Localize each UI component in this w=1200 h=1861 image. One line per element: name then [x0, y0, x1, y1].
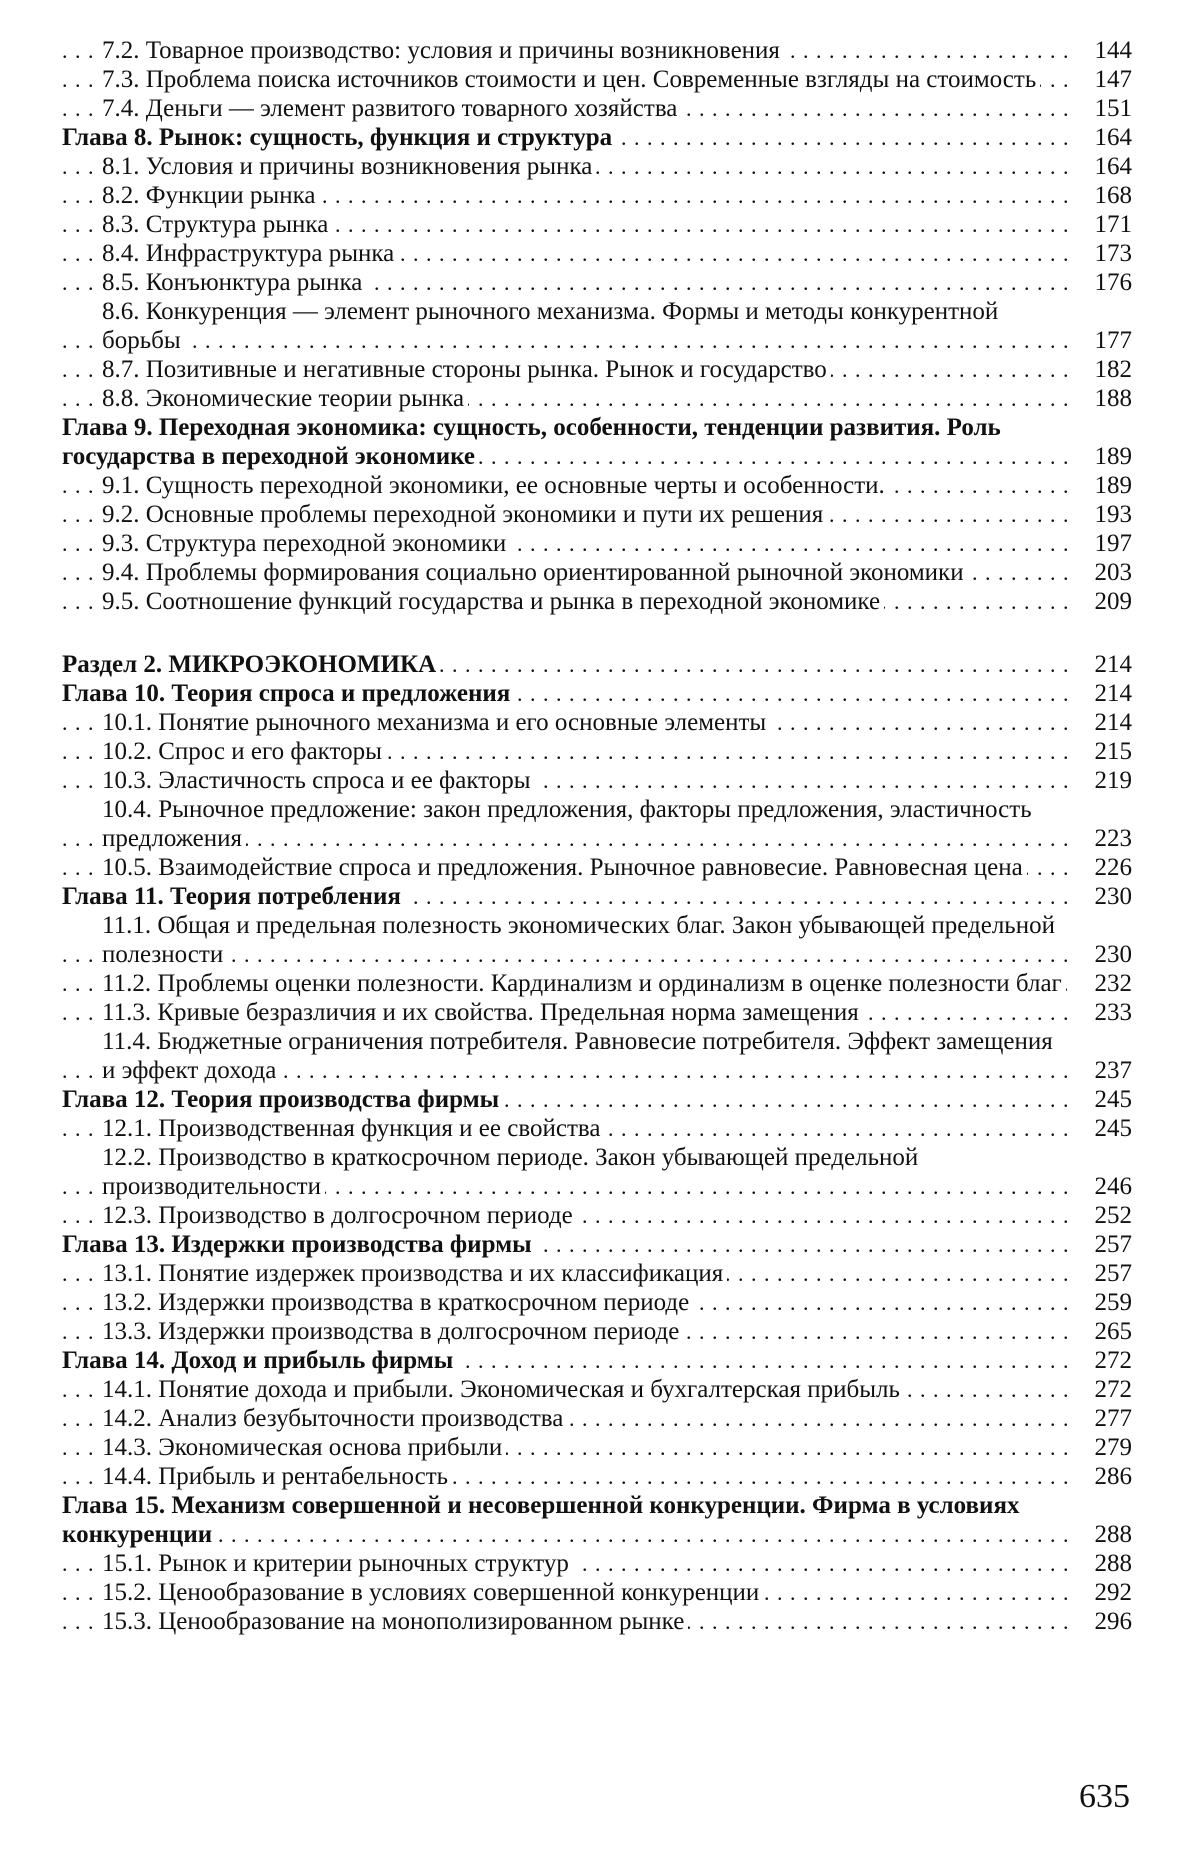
toc-entry-title: [62, 911, 1068, 969]
toc-entry-page: 219: [1068, 766, 1132, 795]
toc-entry-title-text: 8.3. Структура рынка: [102, 211, 332, 238]
toc-entry-title-text: 8.5. Конъюнктура рынка: [102, 269, 366, 296]
toc-entry-page: 171: [1068, 210, 1132, 239]
toc-entry-page: 279: [1068, 1433, 1132, 1462]
toc-entry-title: [62, 268, 1068, 297]
toc-entry-title: [62, 297, 1068, 355]
toc-entry-page: 232: [1068, 969, 1132, 998]
toc-entry-title: [62, 1375, 1068, 1404]
toc-subsection-entry: [62, 181, 1132, 210]
toc-entry-page: 272: [1068, 1375, 1132, 1404]
toc-entry-page: 144: [1068, 36, 1132, 65]
toc-entry-title-text: 10.5. Взаимодействие спроса и предложения. Рыночное равновесие. Равновесная цена: [102, 854, 1027, 881]
toc-subsection-entry: [62, 766, 1132, 795]
toc-entry-title-text: 10.1. Понятие рыночного механизма и его основные элементы: [102, 709, 770, 736]
toc-entry-title-text: Глава 10. Теория спроса и предложения: [62, 680, 514, 707]
toc-entry-title-text: 8.8. Экономические теории рынка: [102, 385, 468, 412]
toc-entry-title: [62, 355, 1068, 384]
toc-entry-title-text: 14.3. Экономическая основа прибыли: [102, 1434, 506, 1461]
toc-entry-title-text: 9.3. Структура переходной экономики: [102, 530, 510, 557]
toc-chapter-entry: [62, 1346, 1132, 1375]
toc-entry-title: [62, 558, 1068, 587]
toc-section-entry: [62, 650, 1132, 679]
toc-entry-page: 197: [1068, 529, 1132, 558]
toc-entry-title: [62, 1114, 1068, 1143]
toc-subsection-entry: [62, 36, 1132, 65]
toc-entry-title-text: 10.3. Эластичность спроса и ее факторы: [102, 767, 535, 794]
toc-entry-title-text: Глава 14. Доход и прибыль фирмы: [62, 1347, 457, 1374]
toc-entry-page: 292: [1068, 1578, 1132, 1607]
toc-entry-page: 233: [1068, 998, 1132, 1027]
toc-entry-page: 214: [1068, 679, 1132, 708]
toc-entry-title: [62, 882, 1068, 911]
toc-entry-title: [62, 1607, 1068, 1636]
toc-entry-title: [62, 998, 1068, 1027]
toc-entry-page: 168: [1068, 181, 1132, 210]
toc-subsection-entry: [62, 268, 1132, 297]
toc-entry-title: [62, 650, 1068, 679]
toc-subsection-entry: [62, 1549, 1132, 1578]
toc-entry-page: 215: [1068, 737, 1132, 766]
toc-entry-title-text: 10.4. Рыночное предложение: закон предложения, факторы предложения, эластичность предложения: [102, 796, 1032, 852]
toc-subsection-entry: [62, 795, 1132, 853]
toc-subsection-entry: [62, 384, 1132, 413]
toc-entry-page: 214: [1068, 650, 1132, 679]
toc-entry-title: [62, 1085, 1068, 1114]
toc-entry-title-text: 12.3. Производство в долгосрочном периоде: [102, 1202, 577, 1229]
toc-entry-title-text: 14.2. Анализ безубыточности производства: [102, 1405, 567, 1432]
toc-entry-title-text: Глава 13. Издержки производства фирмы: [62, 1231, 536, 1258]
toc-entry-title-text: 14.1. Понятие дохода и прибыли. Экономическая и бухгалтерская прибыль: [102, 1376, 904, 1403]
toc-entry-title: [62, 1027, 1068, 1085]
toc-entry-title-text: 13.1. Понятие издержек производства и их классификация: [102, 1260, 727, 1287]
toc-entry-title-text: Раздел 2. МИКРОЭКОНОМИКА: [62, 651, 440, 678]
toc-chapter-entry: [62, 679, 1132, 708]
toc-entry-page: 189: [1068, 471, 1132, 500]
toc-entry-title: [62, 708, 1068, 737]
toc-subsection-entry: [62, 1578, 1132, 1607]
toc-entry-page: 245: [1068, 1114, 1132, 1143]
toc-entry-title-text: 12.2. Производство в краткосрочном периоде. Закон убывающей предельной производительности: [102, 1144, 919, 1200]
toc-subsection-entry: [62, 210, 1132, 239]
toc-entry-page: 237: [1068, 1056, 1132, 1085]
toc-subsection-entry: [62, 471, 1132, 500]
toc-entry-title-text: Глава 8. Рынок: сущность, функция и структура: [62, 124, 616, 151]
toc-entry-page: 164: [1068, 123, 1132, 152]
toc-entry-title: [62, 1317, 1068, 1346]
toc-entry-page: 286: [1068, 1462, 1132, 1491]
toc-chapter-entry: [62, 413, 1132, 471]
toc-subsection-entry: [62, 558, 1132, 587]
toc-entry-title-text: 11.1. Общая и предельная полезность экономических благ. Закон убывающей предельной полезности: [102, 912, 1055, 968]
toc-entry-title: [62, 181, 1068, 210]
toc-subsection-entry: [62, 911, 1132, 969]
toc-entry-title: [62, 1578, 1068, 1607]
toc-entry-title: [62, 1201, 1068, 1230]
toc-entry-page: 203: [1068, 558, 1132, 587]
toc-entry-title: [62, 1230, 1068, 1259]
toc-entry-title: [62, 1491, 1068, 1549]
toc-entry-page: 259: [1068, 1288, 1132, 1317]
toc-subsection-entry: [62, 969, 1132, 998]
toc-entry-title-text: 11.2. Проблемы оценки полезности. Кардинализм и ординализм в оценке полезности благ: [102, 970, 1066, 997]
table-of-contents: [62, 36, 1132, 1636]
toc-subsection-entry: [62, 737, 1132, 766]
toc-entry-title-text: 9.1. Сущность переходной экономики, ее основные черты и особенности.: [102, 472, 889, 499]
toc-entry-title: [62, 795, 1068, 853]
toc-entry-page: 245: [1068, 1085, 1132, 1114]
toc-subsection-entry: [62, 1201, 1132, 1230]
toc-subsection-entry: [62, 152, 1132, 181]
toc-subsection-entry: [62, 94, 1132, 123]
toc-entry-title: [62, 853, 1068, 882]
toc-entry-title-text: 11.4. Бюджетные ограничения потребителя. Равновесие потребителя. Эффект замещения и эффект дохода: [102, 1028, 1053, 1084]
toc-subsection-entry: [62, 239, 1132, 268]
toc-entry-title: [62, 413, 1068, 471]
toc-entry-page: 188: [1068, 384, 1132, 413]
toc-entry-page: 230: [1068, 940, 1132, 969]
toc-chapter-entry: [62, 1230, 1132, 1259]
toc-entry-title: [62, 1404, 1068, 1433]
toc-entry-title: [62, 384, 1068, 413]
toc-subsection-entry: [62, 1027, 1132, 1085]
toc-entry-page: 223: [1068, 824, 1132, 853]
toc-entry-title-text: 8.7. Позитивные и негативные стороны рынка. Рынок и государство: [102, 356, 831, 383]
toc-entry-page: 176: [1068, 268, 1132, 297]
toc-entry-page: 257: [1068, 1230, 1132, 1259]
toc-entry-page: 193: [1068, 500, 1132, 529]
toc-entry-title-text: 13.2. Издержки производства в краткосрочном периоде: [102, 1289, 693, 1316]
toc-subsection-entry: [62, 708, 1132, 737]
toc-entry-page: 230: [1068, 882, 1132, 911]
toc-entry-title-text: 15.2. Ценообразование в условиях совершенной конкуренции: [102, 1579, 763, 1606]
toc-chapter-entry: [62, 123, 1132, 152]
toc-entry-title-text: 13.3. Издержки производства в долгосрочном периоде: [102, 1318, 683, 1345]
toc-entry-title-text: 9.2. Основные проблемы переходной экономики и пути их решения: [102, 501, 827, 528]
toc-entry-title-text: 14.4. Прибыль и рентабельность: [102, 1463, 452, 1490]
toc-entry-title: [62, 36, 1068, 65]
toc-entry-title: [62, 239, 1068, 268]
toc-subsection-entry: [62, 1375, 1132, 1404]
toc-entry-page: 288: [1068, 1520, 1132, 1549]
toc-entry-page: 214: [1068, 708, 1132, 737]
toc-subsection-entry: [62, 1288, 1132, 1317]
toc-entry-page: 226: [1068, 853, 1132, 882]
toc-entry-title-text: Глава 12. Теория производства фирмы: [62, 1086, 503, 1113]
toc-subsection-entry: [62, 529, 1132, 558]
toc-entry-title: [62, 969, 1068, 998]
toc-entry-title: [62, 152, 1068, 181]
toc-subsection-entry: [62, 1259, 1132, 1288]
toc-subsection-entry: [62, 355, 1132, 384]
toc-entry-title: [62, 500, 1068, 529]
toc-entry-title: [62, 679, 1068, 708]
toc-entry-title-text: Глава 9. Переходная экономика: сущность, особенности, тенденции развития. Роль государства в переходной экономике: [62, 414, 1001, 470]
toc-entry-title: [62, 587, 1068, 616]
toc-entry-title-text: 10.2. Спрос и его факторы: [102, 738, 386, 765]
toc-entry-title-text: 7.4. Деньги — элемент развитого товарного хозяйства: [102, 95, 681, 122]
toc-entry-title: [62, 1462, 1068, 1491]
toc-entry-title: [62, 1259, 1068, 1288]
toc-entry-title: [62, 65, 1068, 94]
toc-chapter-entry: [62, 882, 1132, 911]
toc-entry-title-text: 9.5. Соотношение функций государства и рынка в переходной экономике: [102, 588, 884, 615]
toc-entry-title-text: 8.6. Конкуренция — элемент рыночного механизма. Формы и методы конкурентной борьбы: [102, 298, 999, 354]
toc-subsection-entry: [62, 65, 1132, 94]
toc-entry-title: [62, 1288, 1068, 1317]
toc-entry-title-text: 11.3. Кривые безразличия и их свойства. Предельная норма замещения: [102, 999, 863, 1026]
toc-subsection-entry: [62, 853, 1132, 882]
toc-entry-title-text: 15.1. Рынок и критерии рыночных структур: [102, 1550, 573, 1577]
toc-entry-title: [62, 210, 1068, 239]
toc-entry-title: [62, 471, 1068, 500]
toc-entry-title: [62, 1549, 1068, 1578]
toc-subsection-entry: [62, 998, 1132, 1027]
toc-entry-page: 164: [1068, 152, 1132, 181]
toc-entry-page: 182: [1068, 355, 1132, 384]
toc-entry-page: 272: [1068, 1346, 1132, 1375]
toc-entry-title-text: 7.3. Проблема поиска источников стоимости и цен. Современные взгляды на стоимость: [102, 66, 1040, 93]
page-number: 635: [1079, 1778, 1130, 1815]
toc-entry-title-text: 7.2. Товарное производство: условия и причины возникновения: [102, 37, 784, 64]
toc-entry-page: 177: [1068, 326, 1132, 355]
toc-subsection-entry: [62, 1404, 1132, 1433]
toc-subsection-entry: [62, 1433, 1132, 1462]
section-gap: [62, 616, 1132, 650]
toc-chapter-entry: [62, 1491, 1132, 1549]
toc-subsection-entry: [62, 1462, 1132, 1491]
toc-subsection-entry: [62, 1143, 1132, 1201]
toc-entry-page: 209: [1068, 587, 1132, 616]
toc-entry-title-text: 8.2. Функции рынка: [102, 182, 319, 209]
toc-entry-page: 265: [1068, 1317, 1132, 1346]
toc-entry-title-text: 12.1. Производственная функция и ее свойства: [102, 1115, 604, 1142]
toc-entry-title-text: 8.1. Условия и причины возникновения рынка: [102, 153, 596, 180]
toc-subsection-entry: [62, 297, 1132, 355]
toc-entry-page: 246: [1068, 1172, 1132, 1201]
toc-entry-title-text: Глава 15. Механизм совершенной и несовершенной конкуренции. Фирма в условиях конкуренции: [62, 1492, 1020, 1548]
toc-entry-title: [62, 1433, 1068, 1462]
toc-entry-title: [62, 766, 1068, 795]
toc-entry-title-text: 9.4. Проблемы формирования социально ориентированной рыночной экономики: [102, 559, 968, 586]
toc-entry-title-text: Глава 11. Теория потребления: [62, 883, 405, 910]
toc-entry-page: 288: [1068, 1549, 1132, 1578]
toc-entry-page: 296: [1068, 1607, 1132, 1636]
toc-subsection-entry: [62, 1317, 1132, 1346]
toc-entry-page: 252: [1068, 1201, 1132, 1230]
toc-entry-title-text: 15.3. Ценообразование на монополизированном рынке: [102, 1608, 688, 1635]
toc-entry-title: [62, 94, 1068, 123]
toc-entry-page: 277: [1068, 1404, 1132, 1433]
toc-entry-title-text: 8.4. Инфраструктура рынка: [102, 240, 398, 267]
toc-subsection-entry: [62, 1114, 1132, 1143]
toc-chapter-entry: [62, 1085, 1132, 1114]
toc-entry-page: 173: [1068, 239, 1132, 268]
toc-subsection-entry: [62, 1607, 1132, 1636]
toc-entry-page: 189: [1068, 442, 1132, 471]
toc-entry-page: 151: [1068, 94, 1132, 123]
toc-entry-page: 147: [1068, 65, 1132, 94]
toc-subsection-entry: [62, 587, 1132, 616]
toc-entry-title: [62, 737, 1068, 766]
toc-entry-title: [62, 1143, 1068, 1201]
toc-entry-title: [62, 123, 1068, 152]
toc-entry-page: 257: [1068, 1259, 1132, 1288]
toc-entry-title: [62, 1346, 1068, 1375]
toc-subsection-entry: [62, 500, 1132, 529]
toc-entry-title: [62, 529, 1068, 558]
